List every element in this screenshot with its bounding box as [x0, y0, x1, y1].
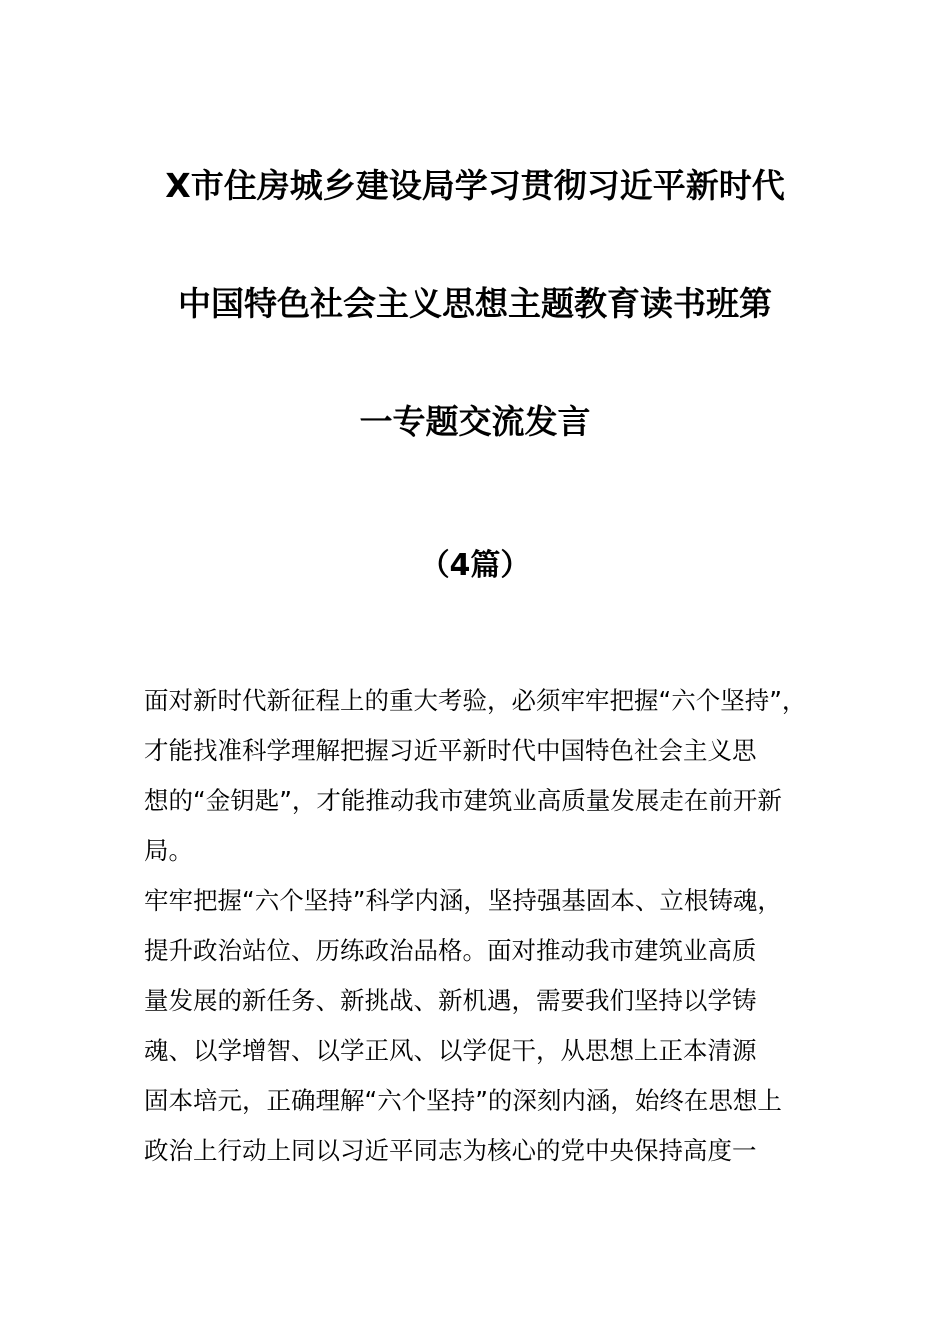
paragraph-line: 局。: [144, 836, 193, 865]
document-title-line-3: 一专题交流发言: [359, 402, 591, 441]
paragraph-line: 面对新时代新征程上的重大考验，必须牢牢把握“六个坚持”，: [144, 686, 807, 715]
paragraph-line: 政治上行动上同以习近平同志为核心的党中央保持高度一: [144, 1136, 757, 1165]
paragraph-line: 量发展的新任务、新挑战、新机遇，需要我们坚持以学铸: [144, 986, 757, 1015]
document-subtitle: （4篇）: [419, 548, 531, 583]
paragraph-line: 提升政治站位、历练政治品格。面对推动我市建筑业高质: [144, 936, 757, 965]
document-title-line-1: X市住房城乡建设局学习贯彻习近平新时代: [165, 166, 785, 205]
paragraph-line: 固本培元，正确理解“六个坚持”的深刻内涵，始终在思想上: [144, 1086, 782, 1115]
paragraph-line: 魂、以学增智、以学正风、以学促干，从思想上正本清源: [144, 1036, 757, 1065]
paragraph-line: 牢牢把握“六个坚持”科学内涵，坚持强基固本、立根铸魂，: [144, 886, 782, 915]
document-title-line-2: 中国特色社会主义思想主题教育读书班第: [178, 284, 772, 323]
paragraph-line: 才能找准科学理解把握习近平新时代中国特色社会主义思: [144, 736, 757, 765]
paragraph-line: 想的“金钥匙”，才能推动我市建筑业高质量发展走在前开新: [144, 786, 782, 815]
